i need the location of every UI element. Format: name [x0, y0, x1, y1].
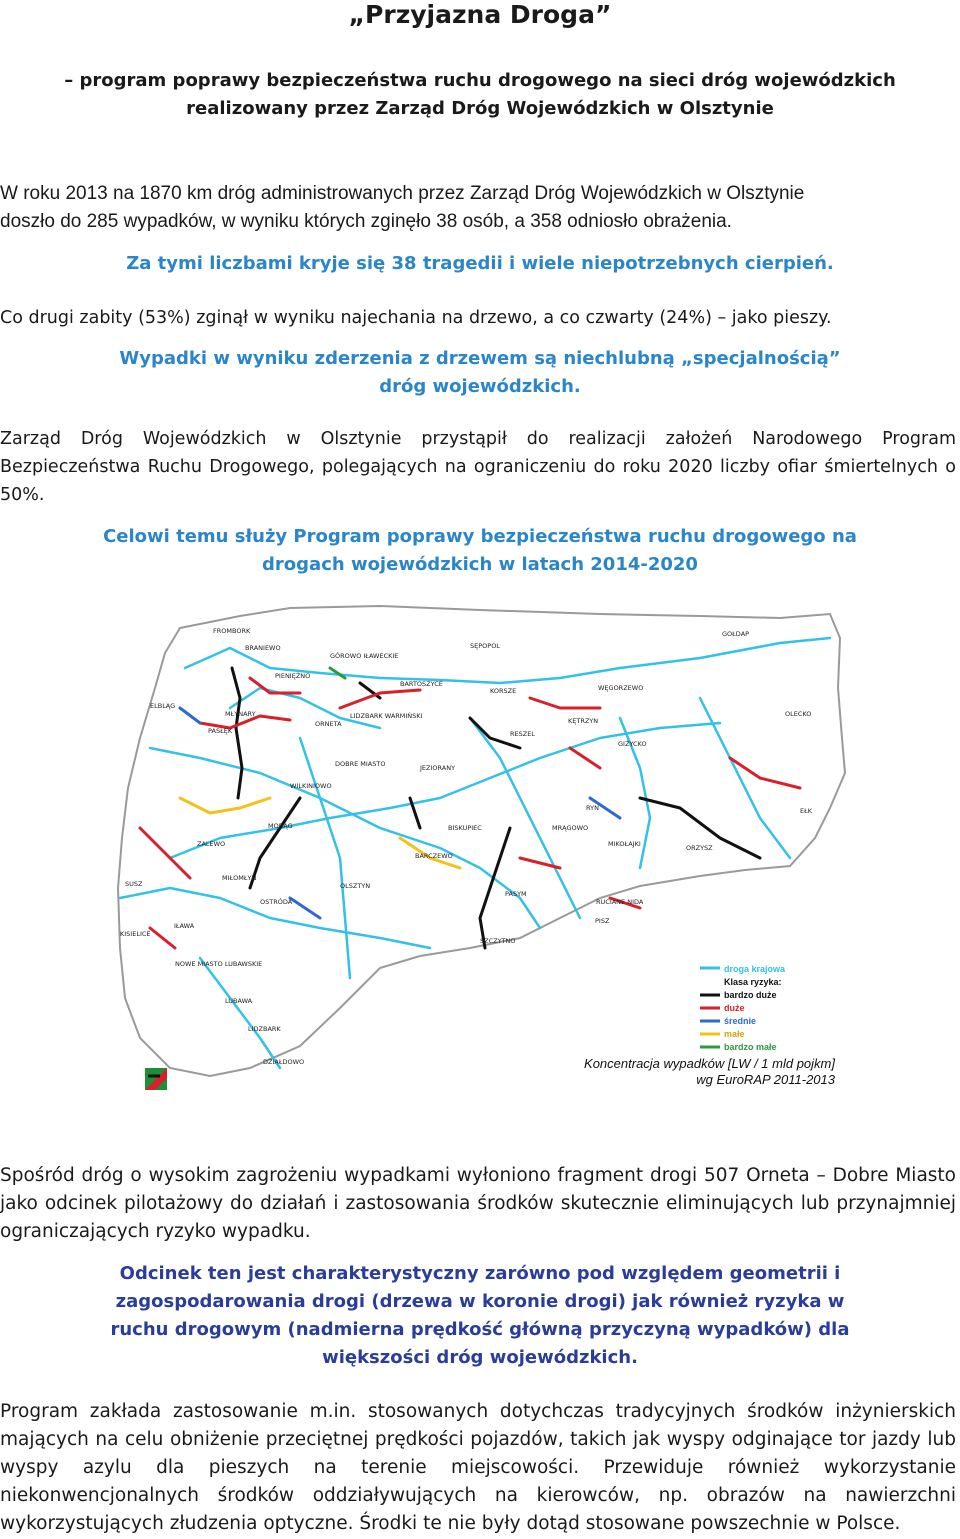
legend-risk-class-label: Klasa ryzyka:: [724, 977, 782, 987]
town-label: WILKINIOWO: [290, 782, 332, 790]
map-legend: [700, 964, 786, 1052]
town-label: BRANIEWO: [245, 644, 281, 652]
map-caption-line-2: wg EuroRAP 2011-2013: [696, 1072, 835, 1087]
zdw-logo-icon: [145, 1068, 167, 1090]
highlight-section-line-2: zagospodarowania drogi (drzewa w koronie drogi) jak również ryzyka w: [115, 1291, 845, 1312]
town-label: OSTRÓDA: [260, 898, 293, 906]
subtitle-line-2: realizowany przez Zarząd Dróg Wojewódzkich w Olsztynie: [186, 98, 774, 119]
town-label: PISZ: [595, 917, 610, 925]
town-label: NOWE MIASTO LUBAWSKIE: [175, 960, 263, 968]
town-label: MORĄG: [268, 822, 293, 830]
town-label: OLECKO: [785, 710, 812, 718]
town-label: IŁAWA: [174, 922, 195, 930]
town-label: RYN: [586, 804, 599, 812]
highlight-program-line-1: Celowi temu służy Program poprawy bezpieczeństwa ruchu drogowego na: [103, 526, 857, 547]
town-label: MIŁOMŁYN: [222, 874, 257, 882]
legend-class-medium: średnie: [724, 1016, 757, 1026]
measures-paragraph: Program zakłada zastosowanie m.in. stosowanych dotychczas tradycyjnych środków inżynierskich mających na celu obniżenie przeciętnej prędkości pojazdów, takich jak wyspy odginające tor jazdy lub wyspy azylu dla pieszych na terenie miejscowości. Przewiduje również wykorzystanie niekonwencjonalnych środków oddziaływujących na kierowców, np. obrazów na nawierzchni wykorzystujących złudzenia optyczne. Środki te nie były dotąd stosowane powszechnie w Polsce.: [0, 1401, 956, 1534]
town-label: EŁK: [800, 807, 813, 815]
town-label: FROMBORK: [213, 627, 251, 635]
highlight-trees-line-2: dróg wojewódzkich.: [379, 376, 581, 397]
town-label: MŁYNARY: [225, 710, 256, 718]
subtitle-line-1: – program poprawy bezpieczeństwa ruchu drogowego na sieci dróg wojewódzkich: [64, 70, 896, 91]
legend-class-very-high: bardzo duże: [724, 990, 777, 1000]
town-label: SĘPOPOL: [470, 642, 500, 650]
town-label: GÓROWO IŁAWECKIE: [330, 652, 399, 660]
town-label: ORZYSZ: [686, 844, 713, 852]
town-label: BISKUPIEC: [448, 824, 482, 832]
intro-line-2: doszło do 285 wypadków, w wyniku których zginęło 38 osób, a 358 odniosło obrażenia.: [0, 211, 732, 232]
town-label: RUCIANE NIDA: [596, 898, 644, 906]
map-caption-line-1: Koncentracja wypadków [LW / 1 mld pojkm]: [584, 1056, 835, 1071]
highlight-section-line-3: ruchu drogowym (nadmierna prędkość główną przyczyną wypadków) dla: [110, 1319, 850, 1340]
legend-class-high: duże: [724, 1003, 745, 1013]
intro-line-1: W roku 2013 na 1870 km dróg administrowanych przez Zarząd Dróg Wojewódzkich w Olsztynie: [0, 183, 805, 204]
highlight-section-line-1: Odcinek ten jest charakterystyczny zarówno pod względem geometrii i: [119, 1263, 841, 1284]
town-label: SZCZYTNO: [480, 937, 516, 945]
town-label: RESZEL: [510, 730, 535, 738]
town-label: BARTOSZYCE: [400, 680, 443, 688]
town-label: LUBAWA: [225, 997, 253, 1005]
town-label: SUSZ: [125, 880, 143, 888]
stat-line: Co drugi zabity (53%) zginął w wyniku najechania na drzewo, a co czwarty (24%) – jako pieszy.: [0, 308, 832, 328]
town-label: KĘTRZYN: [568, 717, 599, 725]
highlight-trees-line-1: Wypadki w wyniku zderzenia z drzewem są niechlubną „specjalnością”: [119, 348, 841, 369]
town-label: KISIELICE: [120, 930, 151, 938]
town-label: GIŻYCKO: [618, 740, 647, 748]
town-label: ZALEWO: [197, 840, 226, 848]
legend-class-very-low: bardzo małe: [724, 1042, 777, 1052]
town-label: WĘGORZEWO: [598, 684, 644, 692]
town-label: KORSZE: [490, 687, 517, 695]
town-label: LIDZBARK: [248, 1025, 281, 1033]
legend-class-low: małe: [724, 1029, 745, 1039]
town-label: DOBRE MIASTO: [335, 760, 386, 768]
town-label: JEZIORANY: [420, 764, 456, 772]
town-label: ORNETA: [315, 720, 342, 728]
highlight-tragedies: Za tymi liczbami kryje się 38 tragedii i wiele niepotrzebnych cierpień.: [126, 253, 834, 274]
town-label: PASŁĘK: [208, 727, 233, 735]
town-label: DZIAŁDOWO: [263, 1058, 305, 1066]
town-label: GOŁDAP: [722, 630, 750, 638]
legend-national-road: droga krajowa: [724, 964, 786, 974]
town-label: OLSZTYN: [340, 882, 371, 890]
highlight-section-line-4: większości dróg wojewódzkich.: [322, 1347, 638, 1368]
town-label: MIKOŁAJKI: [608, 840, 641, 848]
map-svg: [0, 598, 960, 1098]
pilot-paragraph: Spośród dróg o wysokim zagrożeniu wypadkami wyłoniono fragment drogi 507 Orneta – Dobre Miasto jako odcinek pilotażowy do działań i zastosowania środków skutecznie eliminujących lub przynajmniej ograniczających ryzyko wypadku.: [0, 1165, 956, 1242]
town-label: ELBLĄG: [150, 702, 176, 710]
town-label: PIENIĘŻNO: [275, 672, 311, 680]
page-title: „Przyjazna Droga”: [348, 0, 612, 29]
road-risk-map: [0, 598, 960, 1098]
highlight-program-line-2: drogach wojewódzkich w latach 2014-2020: [262, 554, 698, 575]
town-label: PASYM: [505, 890, 527, 898]
town-label: LIDZBARK WARMIŃSKI: [350, 712, 423, 720]
town-label: MRĄGOWO: [552, 824, 589, 832]
program-paragraph: Zarząd Dróg Wojewódzkich w Olsztynie przystąpił do realizacji założeń Narodowego Program Bezpieczeństwa Ruchu Drogowego, polegających na ograniczeniu do roku 2020 liczby ofiar śmiertelnych o 50%.: [0, 429, 956, 505]
town-label: BARCZEWO: [415, 852, 453, 860]
